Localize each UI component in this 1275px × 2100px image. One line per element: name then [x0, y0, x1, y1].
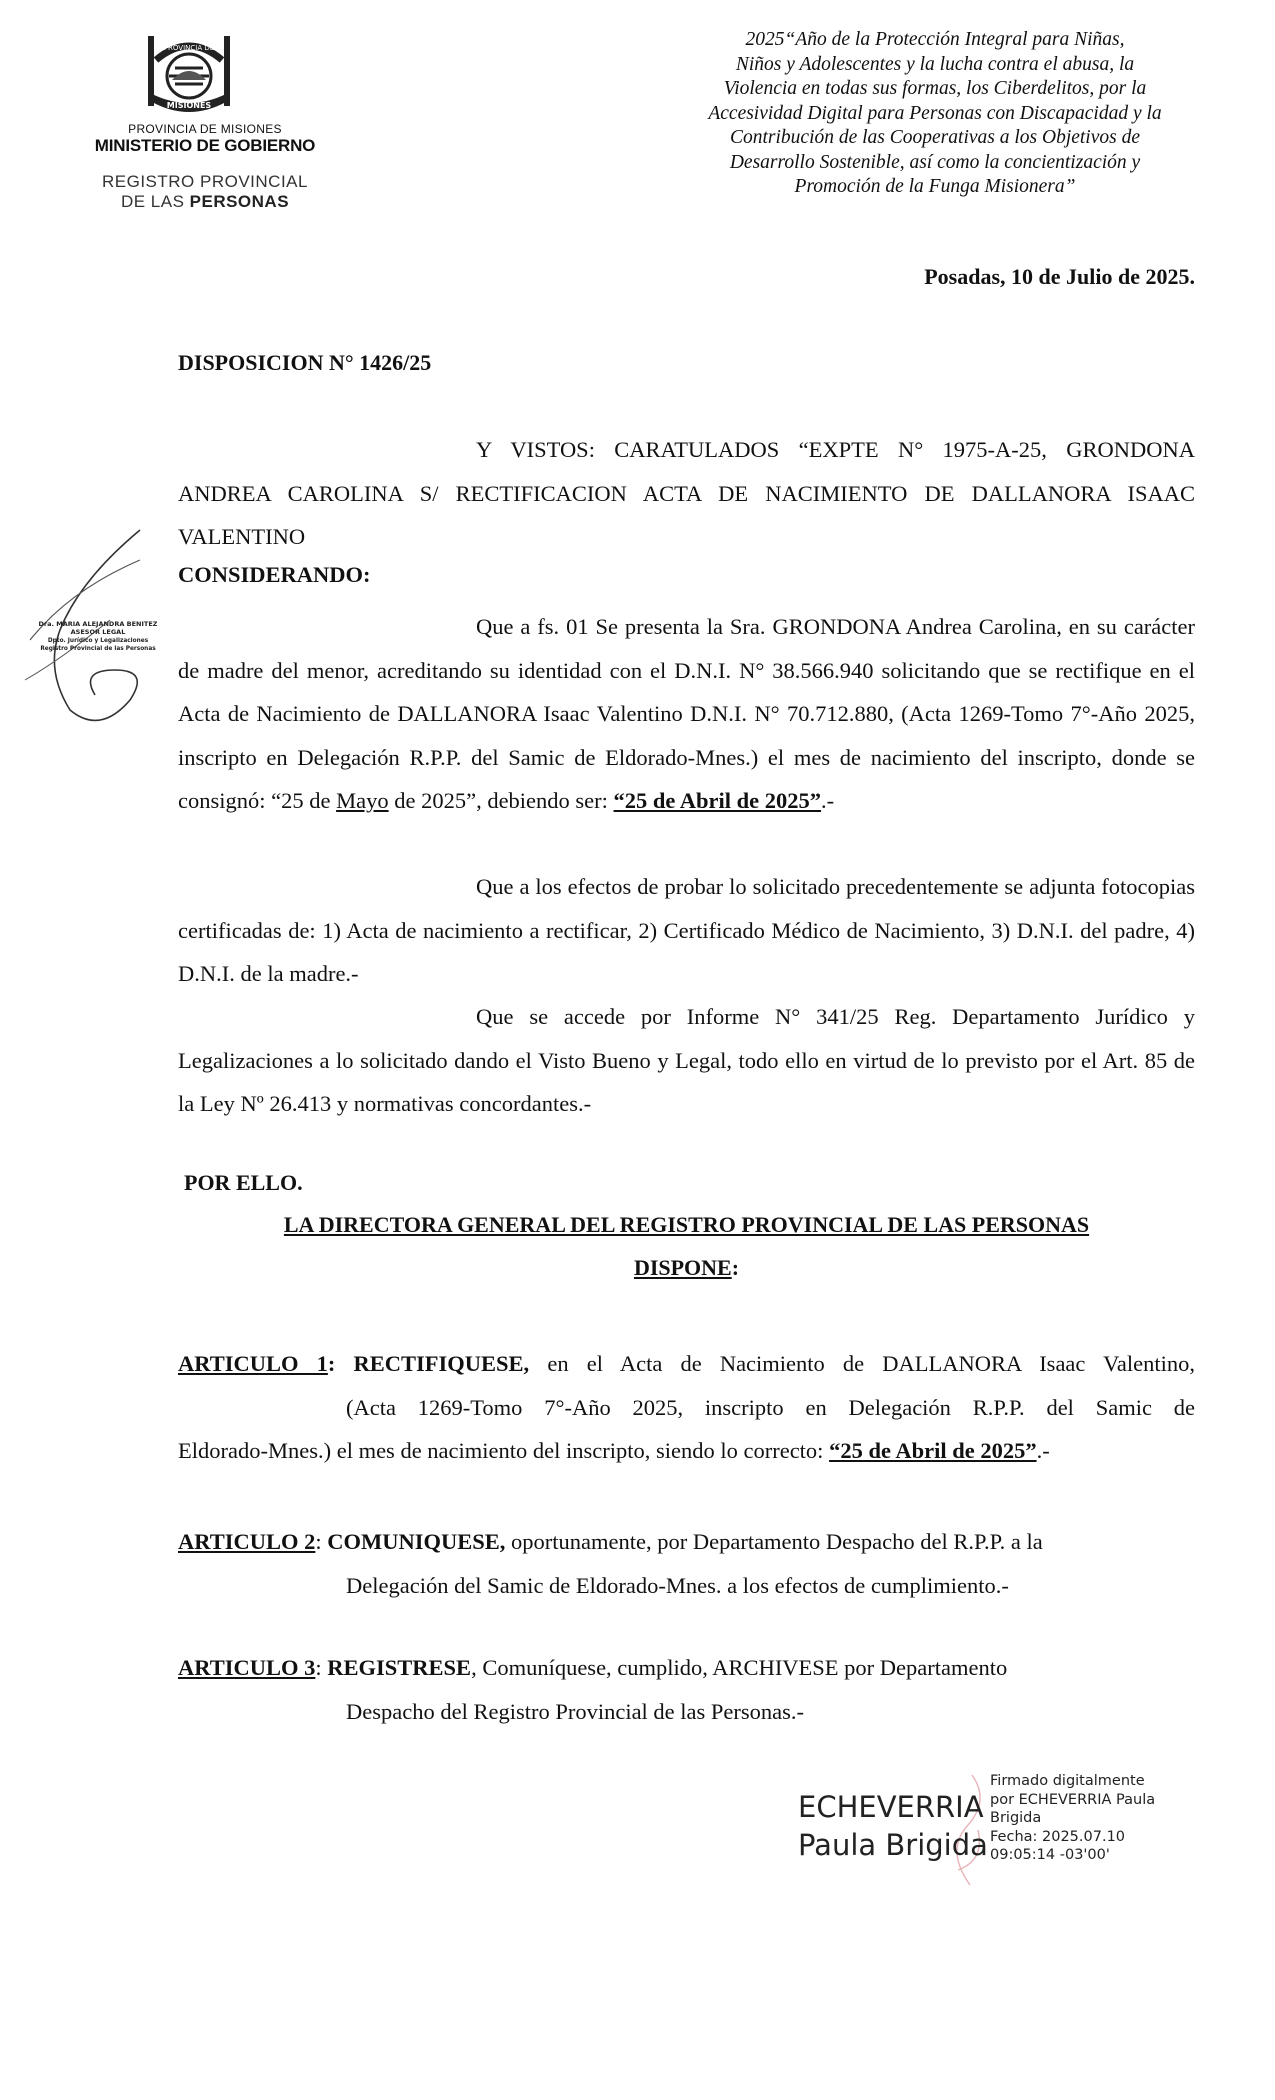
article-3-verb: REGISTRESE	[327, 1655, 472, 1680]
signature-info-line: Firmado digitalmente	[990, 1773, 1145, 1789]
province-name: PROVINCIA DE MISIONES	[128, 122, 282, 136]
signer-name-line2: Paula Brigida	[798, 1828, 988, 1862]
article-2-line2: Delegación del Samic de Eldorado-Mnes. a los efectos de cumplimiento.-	[346, 1572, 1009, 1598]
document-date: Posadas, 10 de Julio de 2025.	[924, 264, 1195, 289]
motto-line: Niños y Adolescentes y la lucha contra el abusa, la	[735, 53, 1135, 75]
p1-text: Que a fs. 01 Se presenta la Sra. GRONDONA Andrea Carolina, en su carácter de madre del menor, acreditando su identidad con el D.N.I. N° 38.566.940 solicitando que se rectifique en el Acta de Nacimiento de DALLANORA Isaac Valentino D.N.I. N° 70.712.880, (Acta 1269-Tomo 7°-Año 2025, inscripto en Delegación R.P.P. del Samic de Eldorado-Mnes.) el mes de nacimiento del inscripto, donde se consignó: “25 de	[178, 614, 1195, 813]
por-ello-heading: POR ELLO.	[184, 1170, 303, 1195]
article-1	[178, 1342, 1195, 1473]
article-3-colon: :	[315, 1655, 328, 1680]
article-1-end: .-	[1036, 1438, 1050, 1463]
motto-line: Accesividad Digital para Personas con Discapacidad y la	[708, 102, 1162, 124]
registry-name-line2-b: PERSONAS	[189, 192, 290, 211]
digital-signature-block	[780, 1770, 1200, 1890]
motto-line: Promoción de la Funga Misionera”	[794, 176, 1076, 197]
article-2-text1: oportunamente, por Departamento Despacho del R.P.P. a la	[505, 1529, 1043, 1554]
article-1-label: ARTICULO 1	[178, 1351, 328, 1376]
provincial-crest-logo	[142, 32, 236, 118]
signature-info-line: por ECHEVERRIA Paula	[990, 1791, 1156, 1808]
dispone-colon: :	[731, 1255, 740, 1280]
dispone-word: DISPONE	[633, 1255, 732, 1280]
signature-info-line: Fecha: 2025.07.10	[990, 1828, 1126, 1845]
article-3-text1: , Comuníquese, cumplido, ARCHIVESE por Departamento	[471, 1655, 1008, 1680]
considerando-paragraph-1	[178, 605, 1195, 823]
article-1-correct-date: “25 de Abril de 2025”	[829, 1438, 1037, 1463]
crest-ribbon-text: MISIONES	[166, 101, 212, 110]
article-1-colon: :	[327, 1351, 354, 1376]
article-2	[178, 1520, 1195, 1607]
p1-end: .-	[821, 788, 835, 813]
registry-name-line2-a: DE LAS	[120, 192, 190, 211]
motto-line: Contribución de las Cooperativas a los Objetivos de	[729, 127, 1140, 148]
article-1-line2: (Acta 1269-Tomo 7°-Año 2025, inscripto en Delegación R.P.P. del Samic de	[346, 1394, 1195, 1420]
article-1-text1: en el Acta de Nacimiento de DALLANORA Isaac Valentino,	[529, 1351, 1195, 1376]
vistos-paragraph	[178, 428, 1195, 559]
registry-name-line2	[70, 192, 340, 212]
article-2-colon: :	[315, 1529, 328, 1554]
p1-text-after: de 2025”, debiendo ser:	[388, 788, 614, 813]
motto-line: Violencia en todas sus formas, los Ciberdelitos, por la	[723, 78, 1147, 99]
article-2-verb: COMUNIQUESE,	[327, 1529, 506, 1554]
p1-correct-date: “25 de Abril de 2025”	[613, 788, 822, 813]
article-1-line1	[178, 1342, 1195, 1386]
article-3	[178, 1646, 1195, 1733]
stamp-line-2: ASESOR LEGAL	[70, 628, 126, 636]
considerando-paragraph-2	[178, 865, 1195, 996]
disposition-title: DISPOSICION N° 1426/25	[178, 350, 432, 375]
letterhead	[70, 32, 340, 222]
vistos-text: Y VISTOS: CARATULADOS “EXPTE N° 1975-A-25, GRONDONA ANDREA CAROLINA S/ RECTIFICACION ACTA DE NACIMIENTO DE DALLANORA ISAAC VALENTINO	[178, 437, 1195, 549]
signature-info-line: 09:05:14 -03'00'	[990, 1847, 1110, 1863]
crest-arch-text: PROVINCIA DE	[163, 44, 215, 52]
article-1-verb: RECTIFIQUESE,	[353, 1351, 530, 1376]
director-heading: LA DIRECTORA GENERAL DEL REGISTRO PROVINCIAL DE LAS PERSONAS	[283, 1212, 1090, 1237]
considerando-heading: CONSIDERANDO:	[178, 562, 371, 587]
p2-text: Que a los efectos de probar lo solicitado precedentemente se adjunta fotocopias certificadas de: 1) Acta de nacimiento a rectificar, 2) Certificado Médico de Nacimiento, 3) D.N.I. del padre, 4) D.N.I. de la madre.-	[178, 874, 1195, 986]
year-motto	[655, 28, 1215, 200]
signer-name-line1: ECHEVERRIA	[798, 1790, 984, 1824]
registry-name-line1: REGISTRO PROVINCIAL	[102, 172, 308, 191]
legal-advisor-stamp-signature	[20, 520, 170, 730]
article-1-line3	[178, 1429, 1195, 1473]
signature-info	[990, 1772, 1155, 1865]
considerando-paragraph-3	[178, 995, 1195, 1126]
signature-info-line: Brigida	[990, 1810, 1042, 1826]
p3-text: Que se accede por Informe N° 341/25 Reg. Departamento Jurídico y Legalizaciones a lo solicitado dando el Visto Bueno y Legal, todo ello en virtud de lo previsto por el Art. 85 de la Ley Nº 26.413 y normativas concordantes.-	[178, 1004, 1195, 1116]
article-1-text3: Eldorado-Mnes.) el mes de nacimiento del inscripto, siendo lo correcto:	[178, 1438, 830, 1463]
dispone-heading	[178, 1255, 1195, 1281]
article-2-label: ARTICULO 2	[178, 1529, 316, 1554]
stamp-line-4: Registro Provincial de las Personas	[40, 646, 156, 652]
article-3-line2: Despacho del Registro Provincial de las Personas.-	[346, 1698, 805, 1724]
motto-line: Desarrollo Sostenible, así como la concientización y	[729, 151, 1141, 173]
article-3-label: ARTICULO 3	[178, 1655, 316, 1680]
stamp-line-3: Dpto. Jurídico y Legalizaciones	[47, 638, 149, 644]
stamp-line-1: Dra. MARIA ALEJANDRA BENITEZ	[38, 620, 158, 628]
p1-wrong-month: Mayo	[336, 788, 389, 813]
article-3-line1	[178, 1646, 1195, 1690]
ministry-name: MINISTERIO DE GOBIERNO	[94, 136, 316, 155]
article-2-line1	[178, 1520, 1195, 1564]
motto-line: 2025“Año de la Protección Integral para Niñas,	[745, 29, 1125, 50]
